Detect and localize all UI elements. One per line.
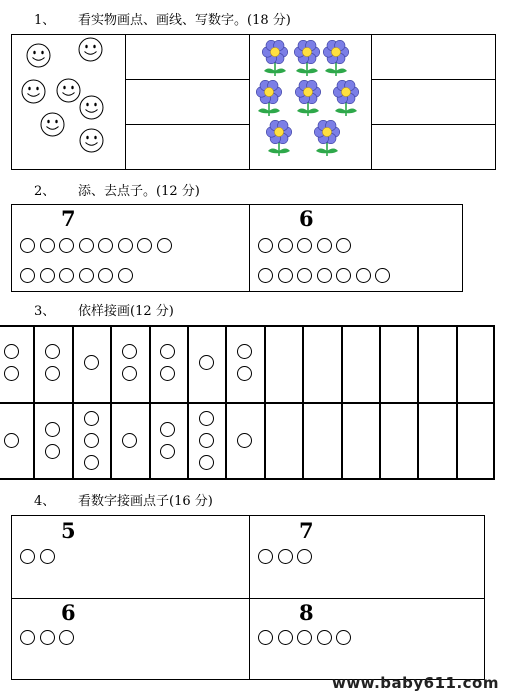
flower-icon: [253, 78, 285, 118]
grid-column-divider: [225, 325, 227, 480]
dot-circle: [317, 630, 332, 645]
dot-circle: [40, 268, 55, 283]
number-6: 6: [299, 206, 314, 231]
dot-circle: [278, 268, 293, 283]
section-3-heading: [34, 300, 174, 319]
dot-circle: [59, 268, 74, 283]
dot-circle: [160, 444, 175, 459]
dot-circle: [122, 366, 137, 381]
dot-circle: [79, 238, 94, 253]
number-5: 5: [61, 518, 76, 543]
section-1-heading: [34, 9, 291, 28]
dot-circle: [118, 238, 133, 253]
dot-circle: [40, 549, 55, 564]
dot-circle: [79, 268, 94, 283]
smiley-face-icon: [21, 79, 46, 104]
dot-circle: [356, 268, 371, 283]
grid-column-divider: [302, 325, 304, 480]
dot-circle: [199, 355, 214, 370]
flower-icon: [292, 78, 324, 118]
dot-circle: [297, 549, 312, 564]
dot-circle: [199, 433, 214, 448]
grid-column-divider: [110, 325, 112, 480]
flower-icon: [311, 118, 343, 158]
grid-column-divider: [379, 325, 381, 480]
dot-circle: [40, 238, 55, 253]
dot-circle: [4, 366, 19, 381]
smiley-face-icon: [79, 95, 104, 120]
dot-circle: [84, 433, 99, 448]
dot-circle: [157, 238, 172, 253]
dot-circle: [84, 455, 99, 470]
dot-circle: [20, 549, 35, 564]
dot-circle: [45, 422, 60, 437]
dot-circle: [160, 422, 175, 437]
dot-circle: [317, 268, 332, 283]
dot-circle: [59, 238, 74, 253]
dot-circle: [336, 268, 351, 283]
section-title: 依样接画(12 分): [78, 304, 174, 319]
flower-icon: [330, 78, 362, 118]
dot-circle: [258, 238, 273, 253]
dot-circle: [336, 630, 351, 645]
dot-circle: [59, 630, 74, 645]
grid-column-divider: [72, 325, 74, 480]
grid-column-divider: [187, 325, 189, 480]
dot-circle: [122, 433, 137, 448]
dot-circle: [45, 444, 60, 459]
section-number: 4、: [34, 494, 56, 509]
dot-circle: [237, 344, 252, 359]
grid-column-divider: [264, 325, 266, 480]
dot-circle: [237, 433, 252, 448]
dot-circle: [4, 433, 19, 448]
dot-circle: [137, 238, 152, 253]
dot-circle: [375, 268, 390, 283]
dot-circle: [297, 268, 312, 283]
number-7: 7: [61, 206, 76, 231]
dot-circle: [4, 344, 19, 359]
dot-circle: [45, 366, 60, 381]
grid-column-divider: [341, 325, 343, 480]
dot-circle: [278, 549, 293, 564]
section-2-heading: [34, 180, 200, 199]
grid-column-divider: [456, 325, 458, 480]
section-number: 1、: [34, 13, 56, 28]
dot-circle: [336, 238, 351, 253]
dot-circle: [297, 238, 312, 253]
dot-circle: [278, 630, 293, 645]
number-8: 8: [299, 600, 314, 625]
section-title: 添、去点子。(12 分): [78, 184, 200, 199]
watermark: www.baby611.com: [331, 674, 499, 692]
smiley-face-icon: [79, 128, 104, 153]
section-4-heading: [34, 490, 213, 509]
dot-circle: [20, 268, 35, 283]
smiley-face-icon: [56, 78, 81, 103]
grid-column-divider: [149, 325, 151, 480]
dot-circle: [258, 549, 273, 564]
dot-circle: [20, 238, 35, 253]
section-4-table: [11, 515, 485, 680]
dot-circle: [199, 455, 214, 470]
dot-circle: [84, 355, 99, 370]
dot-circle: [45, 344, 60, 359]
dot-circle: [199, 411, 214, 426]
dot-circle: [84, 411, 99, 426]
dot-circle: [278, 238, 293, 253]
flower-icon: [320, 38, 352, 78]
dot-circle: [20, 630, 35, 645]
section-number: 3、: [34, 304, 56, 319]
dot-circle: [237, 366, 252, 381]
flower-icon: [263, 118, 295, 158]
dot-circle: [122, 344, 137, 359]
smiley-face-icon: [40, 112, 65, 137]
section-number: 2、: [34, 184, 56, 199]
flower-icon: [259, 38, 291, 78]
number-6: 6: [61, 600, 76, 625]
dot-circle: [258, 268, 273, 283]
dot-circle: [118, 268, 133, 283]
flower-icon: [291, 38, 323, 78]
grid-column-divider: [33, 325, 35, 480]
dot-circle: [297, 630, 312, 645]
section-title: 看实物画点、画线、写数字。(18 分): [78, 13, 291, 28]
dot-circle: [258, 630, 273, 645]
smiley-face-icon: [78, 37, 103, 62]
dot-circle: [40, 630, 55, 645]
number-7: 7: [299, 518, 314, 543]
grid-column-divider: [417, 325, 419, 480]
dot-circle: [317, 238, 332, 253]
section-title: 看数字接画点子(16 分): [78, 494, 213, 509]
dot-circle: [98, 238, 113, 253]
dot-circle: [98, 268, 113, 283]
smiley-face-icon: [26, 43, 51, 68]
